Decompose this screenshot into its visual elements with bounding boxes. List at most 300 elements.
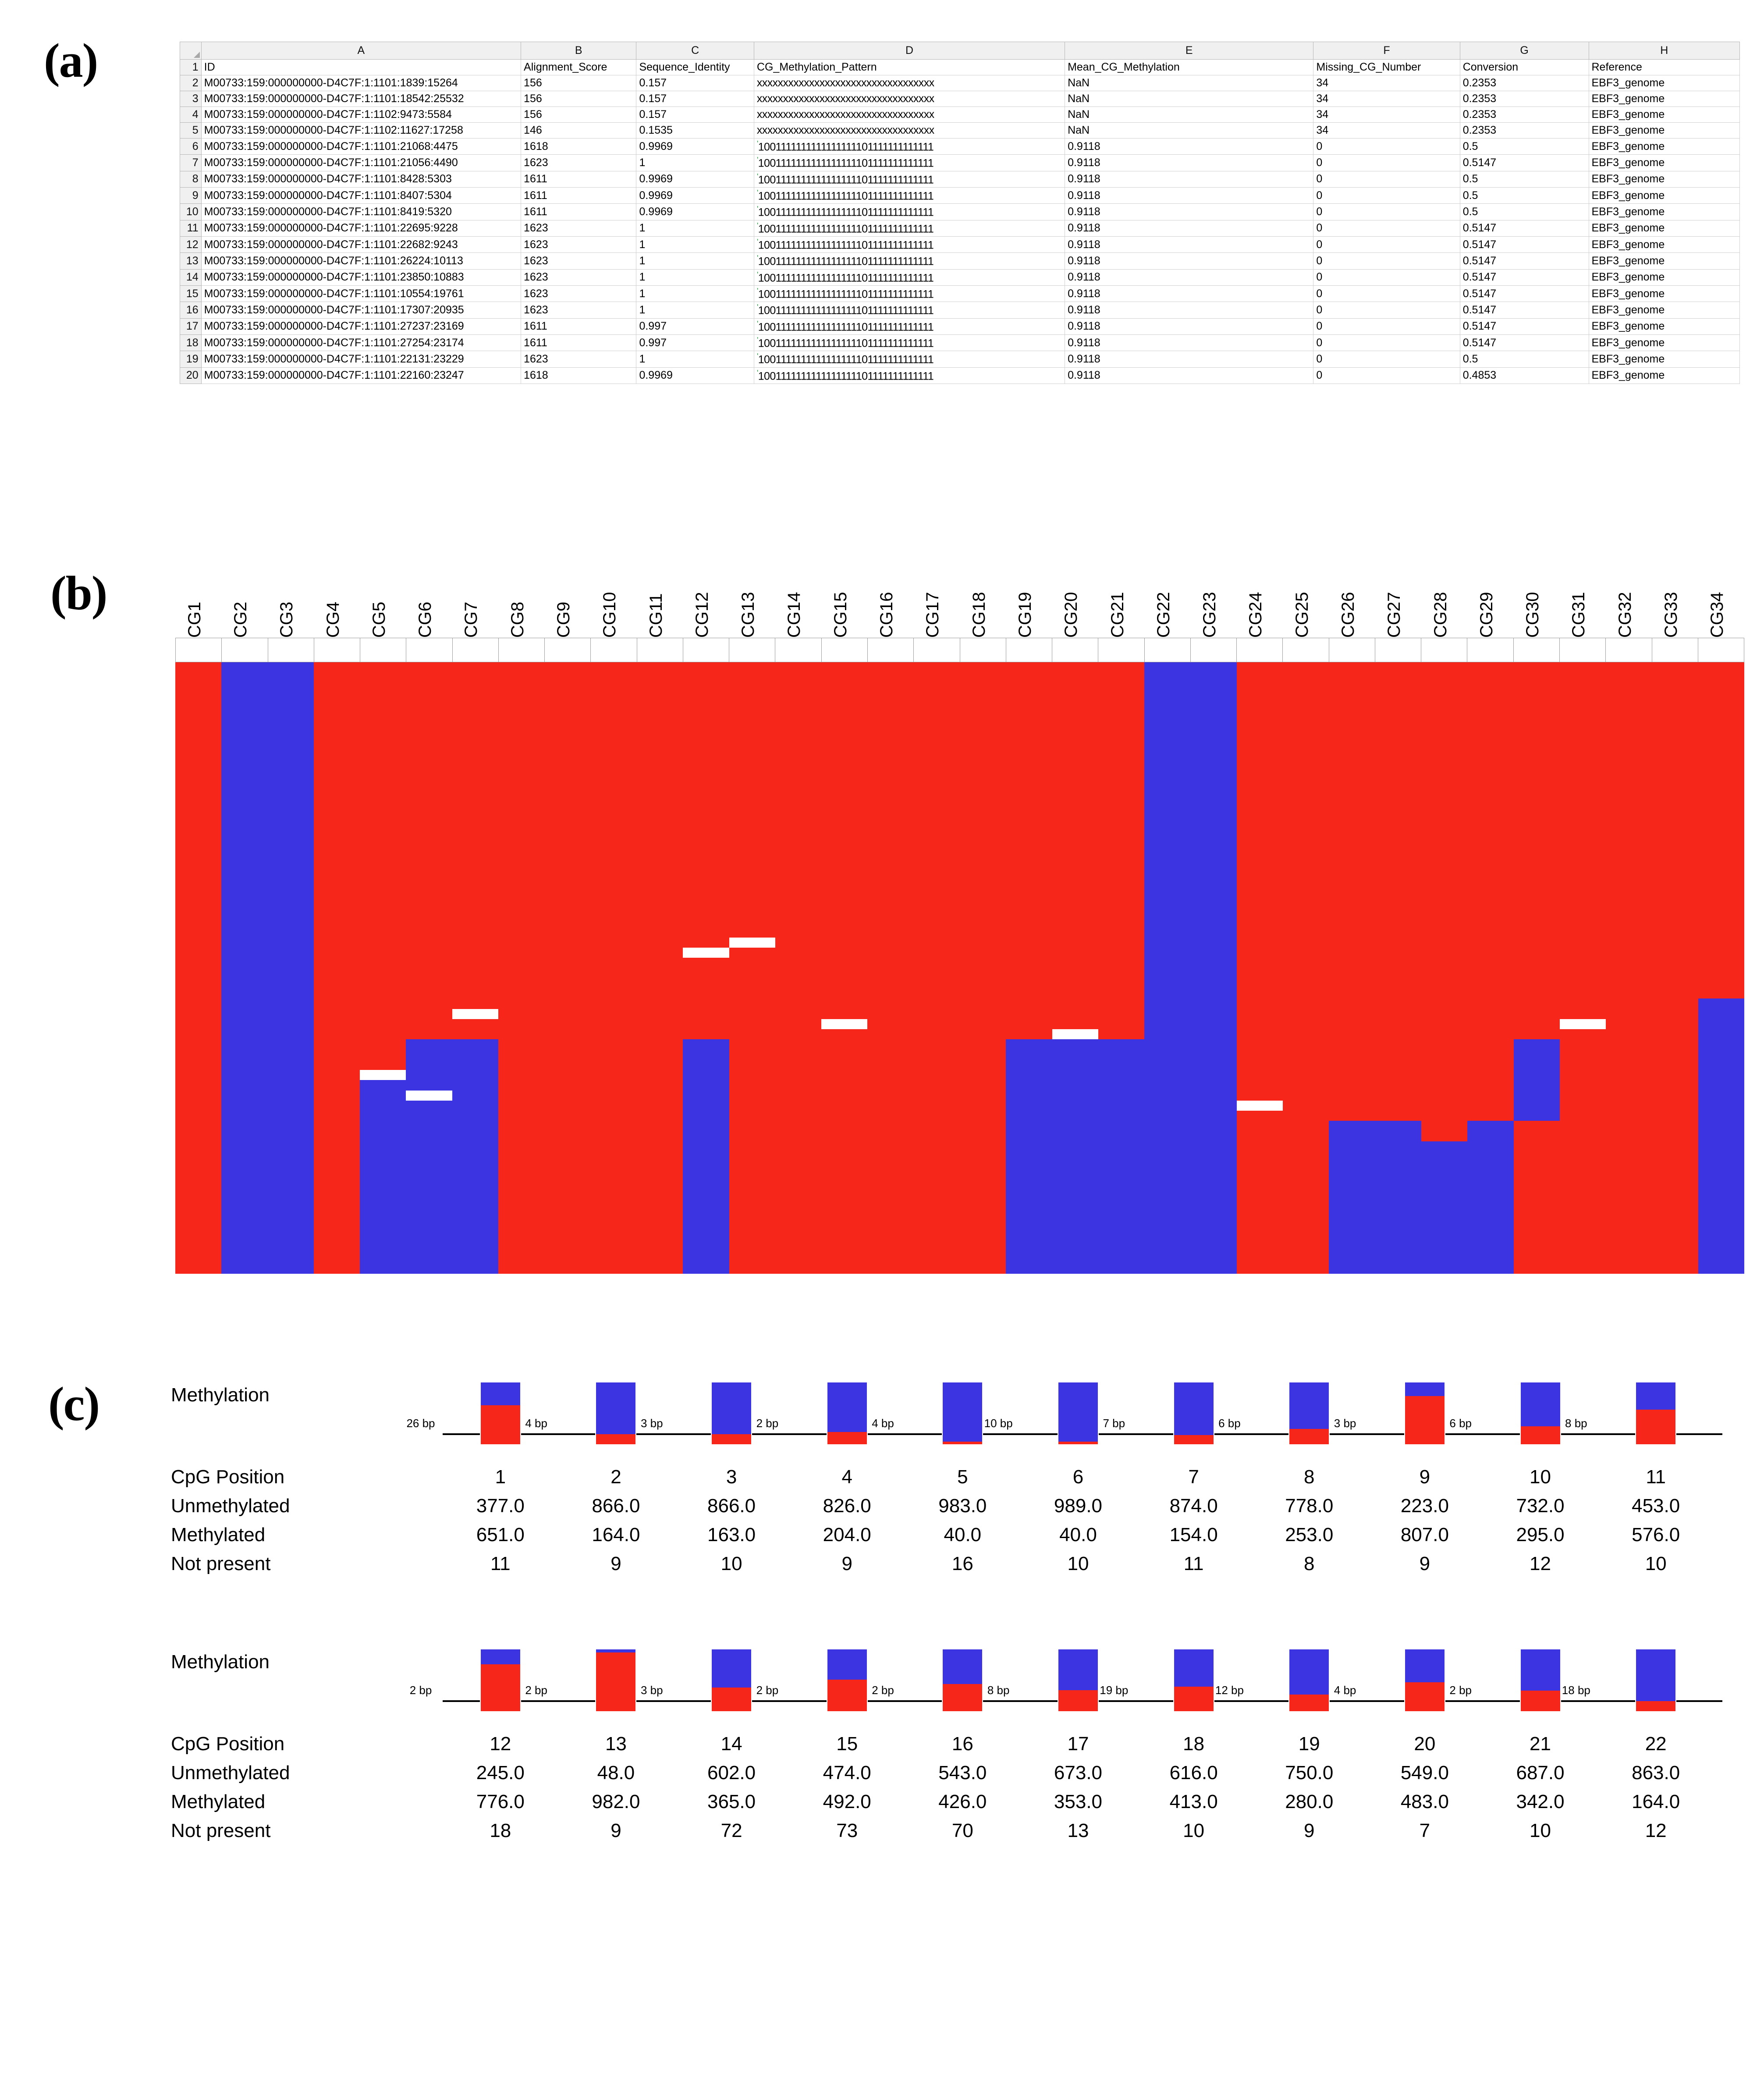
heatmap-cell [637, 1111, 683, 1121]
heatmap-cell [1329, 978, 1375, 988]
cpg-methylation-bar [942, 1649, 983, 1712]
cell-id: M00733:159:000000000-D4C7F:1:1101:22131:23229 [201, 351, 521, 367]
methylated-row [145, 1791, 1722, 1820]
heatmap-cell [1514, 978, 1560, 988]
table-row [180, 75, 1740, 91]
heatmap-cell [1191, 948, 1237, 958]
heatmap-cell [821, 1121, 867, 1131]
heatmap-cell [221, 835, 267, 846]
heatmap-cell [175, 1029, 221, 1039]
cell-pattern-text: 1001111111111111111101111111111111 [758, 288, 934, 301]
row-label: Methylated [171, 1791, 266, 1812]
heatmap-cell [452, 805, 498, 815]
heatmap-cell [821, 734, 867, 744]
heatmap-cell [544, 958, 590, 968]
column-letter-h[interactable]: H [1589, 42, 1740, 60]
heatmap-cell [1467, 1019, 1513, 1029]
heatmap-cell [1514, 1019, 1560, 1029]
cell-sequence-identity: 0.9969 [636, 139, 754, 155]
heatmap-cell [1375, 1202, 1421, 1212]
heatmap-cell [821, 693, 867, 703]
heatmap-cell [360, 683, 406, 693]
row-number[interactable]: 15 [180, 285, 202, 302]
row-number[interactable]: 17 [180, 318, 202, 334]
heatmap-cell [867, 958, 913, 968]
row-number[interactable]: 16 [180, 302, 202, 318]
heatmap-cell [1375, 1162, 1421, 1172]
select-all-corner[interactable] [180, 42, 202, 60]
heatmap-cell [498, 1009, 544, 1019]
heatmap-cell [1052, 1101, 1098, 1111]
heatmap-cell [591, 1264, 637, 1274]
cell-sequence-identity: 1 [636, 269, 754, 285]
heatmap-cell [960, 917, 1006, 927]
heatmap-cell [1052, 866, 1098, 876]
heatmap-cell [452, 968, 498, 978]
heatmap-cell [1698, 1050, 1744, 1060]
row-number[interactable]: 3 [180, 91, 202, 107]
heatmap-cell [637, 887, 683, 897]
heatmap-cell [683, 1162, 729, 1172]
heatmap-column-label: CG26 [1338, 592, 1358, 638]
heatmap-cell [221, 713, 267, 723]
cell-reference: EBF3_genome [1589, 75, 1740, 91]
heatmap-cell [452, 764, 498, 775]
heatmap-cell [1052, 917, 1098, 927]
heatmap-cell [729, 734, 775, 744]
heatmap-cell [1098, 917, 1144, 927]
heatmap-cell [544, 1060, 590, 1070]
heatmap-cell [1375, 1039, 1421, 1049]
heatmap-cell [406, 948, 452, 958]
heatmap-cell [1237, 1141, 1283, 1151]
heatmap-cell [498, 1039, 544, 1049]
heatmap-cell [360, 856, 406, 866]
heatmap-cell [221, 1111, 267, 1121]
heatmap-cell [1514, 917, 1560, 927]
heatmap-cell [1098, 1141, 1144, 1151]
heatmap-cell [452, 846, 498, 856]
heatmap-cell [221, 1141, 267, 1151]
heatmap-cell [1144, 1111, 1190, 1121]
heatmap-cell [1329, 1141, 1375, 1151]
heatmap-cell [1560, 1131, 1606, 1141]
heatmap-cell [637, 1091, 683, 1101]
heatmap-cell [1237, 1254, 1283, 1264]
heatmap-header-cell [1560, 638, 1606, 662]
heatmap-cell [1652, 856, 1698, 866]
heatmap-header-cell [1467, 638, 1513, 662]
cpg-methylation-bar [1288, 1649, 1330, 1712]
heatmap-cell [637, 1029, 683, 1039]
heatmap-cell [1606, 948, 1652, 958]
heatmap-cell [175, 968, 221, 978]
column-letter-c[interactable]: C [636, 42, 754, 60]
heatmap-cell [1514, 775, 1560, 785]
heatmap-cell [1514, 683, 1560, 693]
heatmap-cell [452, 1264, 498, 1274]
heatmap-cell [360, 703, 406, 713]
heatmap-cell [175, 1182, 221, 1192]
value-cell: 807.0 [1400, 1524, 1449, 1546]
row-number[interactable]: 1 [180, 60, 202, 75]
heatmap-cell [544, 1070, 590, 1080]
heatmap-cell [221, 1121, 267, 1131]
heatmap-cell [1329, 1131, 1375, 1141]
heatmap-cell [729, 1019, 775, 1029]
heatmap-cell [1098, 887, 1144, 897]
heatmap-cell [1560, 662, 1606, 672]
heatmap-cell [591, 1223, 637, 1233]
heatmap-cell [544, 1111, 590, 1121]
heatmap-cell [821, 1243, 867, 1253]
row-number[interactable]: 10 [180, 204, 202, 220]
heatmap-cell [1375, 1080, 1421, 1090]
heatmap-cell [1652, 988, 1698, 998]
heatmap-cell [1144, 1233, 1190, 1243]
heatmap-cell [914, 693, 960, 703]
heatmap-cell [1606, 978, 1652, 988]
cell-cg-methylation-pattern [754, 351, 1065, 367]
row-number[interactable]: 14 [180, 269, 202, 285]
heatmap-cell [867, 1213, 913, 1223]
row-label: Not present [171, 1820, 271, 1841]
cell-missing-cg-number: 0 [1313, 269, 1460, 285]
heatmap-cell [1421, 998, 1467, 1009]
heatmap-cell [221, 948, 267, 958]
row-number[interactable]: 20 [180, 367, 202, 384]
heatmap-cell [1514, 724, 1560, 734]
heatmap-cell [1652, 775, 1698, 785]
heatmap-cell [1606, 1162, 1652, 1172]
column-letter-e[interactable]: E [1065, 42, 1313, 60]
heatmap-column-label: CG32 [1615, 592, 1635, 638]
heatmap-cell [1421, 764, 1467, 775]
cell-cg-methylation-pattern [754, 334, 1065, 351]
column-letter-f[interactable]: F [1313, 42, 1460, 60]
heatmap-header-cell [314, 638, 360, 662]
row-number[interactable]: 8 [180, 171, 202, 187]
heatmap-cell [544, 1101, 590, 1111]
heatmap-cell [867, 805, 913, 815]
heatmap-cell [1698, 1254, 1744, 1264]
row-number[interactable]: 11 [180, 220, 202, 236]
value-cell: 164.0 [592, 1524, 640, 1546]
heatmap-cell [1514, 1111, 1560, 1121]
heatmap-cell [1144, 1243, 1190, 1253]
heatmap-cell [1237, 1192, 1283, 1202]
heatmap-cell [867, 1264, 913, 1274]
heatmap-cell [360, 825, 406, 835]
heatmap-cell [1191, 1070, 1237, 1080]
row-number[interactable]: 18 [180, 334, 202, 351]
heatmap-cell [1098, 866, 1144, 876]
heatmap-cell [498, 1080, 544, 1090]
heatmap-cell [1191, 968, 1237, 978]
heatmap-cell [960, 907, 1006, 917]
heatmap-cell [314, 764, 360, 775]
heatmap-cell [1237, 1233, 1283, 1243]
heatmap-cell [544, 1151, 590, 1162]
row-number[interactable]: 5 [180, 123, 202, 139]
heatmap-cell [1144, 815, 1190, 825]
heatmap-cell [1283, 744, 1329, 754]
heatmap-cell [1421, 713, 1467, 723]
heatmap-cell [1329, 1223, 1375, 1233]
heatmap-cell [1144, 1009, 1190, 1019]
heatmap-cell [1006, 1182, 1052, 1192]
heatmap-row [175, 927, 1744, 938]
heatmap-cell [637, 1243, 683, 1253]
heatmap-cell [1698, 713, 1744, 723]
heatmap-cell [406, 1172, 452, 1182]
heatmap-cell [1237, 1213, 1283, 1223]
heatmap-cell [452, 703, 498, 713]
heatmap-cell [1698, 1131, 1744, 1141]
row-number[interactable]: 12 [180, 236, 202, 252]
heatmap-cell [221, 968, 267, 978]
heatmap-cell [1606, 958, 1652, 968]
heatmap-cell [452, 775, 498, 785]
cell-cg-methylation-pattern [754, 75, 1065, 91]
heatmap-cell [406, 662, 452, 672]
heatmap-cell [729, 927, 775, 938]
heatmap-cell [1329, 1091, 1375, 1101]
cpg-methylated-fraction [596, 1652, 635, 1711]
heatmap-cell [1652, 825, 1698, 835]
heatmap-cell [683, 764, 729, 775]
heatmap-cell [314, 998, 360, 1009]
row-number[interactable]: 9 [180, 187, 202, 203]
heatmap-cell [1421, 1182, 1467, 1192]
heatmap-cell [867, 1060, 913, 1070]
heatmap-cell [1237, 764, 1283, 775]
heatmap-cell [498, 876, 544, 886]
heatmap-cell [591, 1162, 637, 1172]
heatmap-column-label: CG7 [461, 601, 481, 638]
heatmap-cell [544, 662, 590, 672]
heatmap-cell [960, 785, 1006, 795]
heatmap-cell [683, 1254, 729, 1264]
heatmap-row [175, 1182, 1744, 1192]
heatmap-row [175, 948, 1744, 958]
heatmap-cell [960, 795, 1006, 805]
heatmap-row [175, 907, 1744, 917]
heatmap-cell [1560, 1019, 1606, 1029]
heatmap-cell [406, 927, 452, 938]
heatmap-cell [1514, 927, 1560, 938]
cell-conversion: 0.5147 [1460, 253, 1589, 269]
heatmap-cell [268, 1182, 314, 1192]
panel-b-label: (b) [50, 566, 107, 620]
row-number[interactable]: 2 [180, 75, 202, 91]
heatmap-cell [683, 958, 729, 968]
heatmap-cell [1283, 1213, 1329, 1223]
heatmap-cell [1329, 1019, 1375, 1029]
heatmap-cell [960, 1121, 1006, 1131]
heatmap-cell [1144, 1264, 1190, 1274]
heatmap-cell [1098, 815, 1144, 825]
heatmap-cell [498, 1162, 544, 1172]
heatmap-cell [1560, 795, 1606, 805]
heatmap-cell [960, 683, 1006, 693]
heatmap-cell [1560, 1029, 1606, 1039]
heatmap-cell [914, 1264, 960, 1274]
heatmap-cell [1237, 1182, 1283, 1192]
heatmap-cell [1237, 1029, 1283, 1039]
heatmap-row [175, 693, 1744, 703]
row-number[interactable]: 4 [180, 107, 202, 123]
heatmap-cell [1237, 1172, 1283, 1182]
column-letter-b[interactable]: B [521, 42, 636, 60]
heatmap-cell [1052, 1254, 1098, 1264]
heatmap-cell [1421, 734, 1467, 744]
heatmap-cell [498, 988, 544, 998]
heatmap-cell [729, 815, 775, 825]
heatmap-cell [1467, 1091, 1513, 1101]
heatmap-cell [1698, 724, 1744, 734]
row-number[interactable]: 6 [180, 139, 202, 155]
heatmap-cell [1329, 1121, 1375, 1131]
heatmap-cell [1560, 1243, 1606, 1253]
column-letter-g[interactable]: G [1460, 42, 1589, 60]
column-letter-d[interactable]: D [754, 42, 1065, 60]
heatmap-cell [1560, 835, 1606, 846]
value-cell: 12 [1530, 1553, 1551, 1574]
heatmap-cell [406, 835, 452, 846]
heatmap-cell [1052, 1029, 1098, 1039]
cell-conversion: 0.5 [1460, 139, 1589, 155]
cell-cg-methylation-pattern [754, 123, 1065, 139]
heatmap-header-cell [1006, 638, 1052, 662]
value-cell: 15 [836, 1733, 858, 1755]
heatmap-cell [175, 948, 221, 958]
cell-reference: EBF3_genome [1589, 187, 1740, 203]
heatmap-cell [1098, 805, 1144, 815]
heatmap-cell [1606, 876, 1652, 886]
heatmap-cell [1098, 1131, 1144, 1141]
value-cell: 13 [605, 1733, 627, 1755]
heatmap-cell [406, 815, 452, 825]
cell-alignment-score: 1623 [521, 302, 636, 318]
heatmap-cell [498, 672, 544, 682]
heatmap-cell [683, 785, 729, 795]
heatmap-cell [591, 876, 637, 886]
cell-cg-methylation-pattern [754, 139, 1065, 155]
heatmap-cell [1652, 805, 1698, 815]
heatmap-cell [175, 1019, 221, 1029]
cell-alignment-score: 1618 [521, 139, 636, 155]
heatmap-cell [1652, 1009, 1698, 1019]
heatmap-header-cell [222, 638, 268, 662]
heatmap-cell [683, 846, 729, 856]
heatmap-cell [637, 988, 683, 998]
heatmap-cell [683, 1039, 729, 1049]
heatmap-cell [1144, 1080, 1190, 1090]
heatmap-cell [1237, 1131, 1283, 1141]
heatmap-cell [1375, 662, 1421, 672]
cell-conversion: 0.5147 [1460, 318, 1589, 334]
heatmap-cell [1375, 734, 1421, 744]
heatmap-cell [1698, 805, 1744, 815]
heatmap-cell [821, 1070, 867, 1080]
heatmap-cell [268, 805, 314, 815]
cell-id: M00733:159:000000000-D4C7F:1:1101:27237:23169 [201, 318, 521, 334]
heatmap-cell [729, 1080, 775, 1090]
heatmap-cell [1421, 1192, 1467, 1202]
heatmap-cell [1560, 754, 1606, 764]
heatmap-cell [1467, 734, 1513, 744]
heatmap-cell [821, 703, 867, 713]
heatmap-cell [1421, 938, 1467, 948]
heatmap-cell [867, 1141, 913, 1151]
heatmap-cell [729, 968, 775, 978]
row-number[interactable]: 13 [180, 253, 202, 269]
heatmap-cell [960, 764, 1006, 775]
table-row [180, 334, 1740, 351]
heatmap-cell [1144, 876, 1190, 886]
heatmap-cell [1698, 795, 1744, 805]
heatmap-cell [775, 672, 821, 682]
heatmap-row [175, 744, 1744, 754]
cell-mean-cg-methylation: 0.9118 [1065, 318, 1313, 334]
heatmap-cell [637, 1202, 683, 1212]
heatmap-cell [1560, 703, 1606, 713]
heatmap-cell [1698, 927, 1744, 938]
heatmap-cell [914, 1039, 960, 1049]
heatmap-cell [406, 1070, 452, 1080]
heatmap-cell [1098, 1162, 1144, 1172]
heatmap-cell [637, 1141, 683, 1151]
heatmap-cell [637, 775, 683, 785]
heatmap-cell [960, 938, 1006, 948]
heatmap-cell [221, 1254, 267, 1264]
heatmap-cell [1560, 805, 1606, 815]
heatmap-cell [914, 1254, 960, 1264]
heatmap-cell [360, 1141, 406, 1151]
heatmap-cell [1237, 775, 1283, 785]
heatmap-cell [544, 764, 590, 775]
heatmap-cell [867, 1080, 913, 1090]
heatmap-cell [1283, 978, 1329, 988]
heatmap-cell [498, 1029, 544, 1039]
heatmap-cell [637, 785, 683, 795]
row-number[interactable]: 19 [180, 351, 202, 367]
heatmap-cell [1421, 1019, 1467, 1029]
heatmap-cell [591, 856, 637, 866]
heatmap-cell [729, 1233, 775, 1243]
heatmap-cell [1283, 988, 1329, 998]
heatmap-cell [591, 998, 637, 1009]
methylation-diagram [409, 1634, 1722, 1729]
column-letter-a[interactable]: A [201, 42, 521, 60]
heatmap-cell [1329, 1254, 1375, 1264]
heatmap-cell [544, 1091, 590, 1101]
heatmap-cell [1237, 683, 1283, 693]
value-cell: 863.0 [1632, 1762, 1680, 1784]
heatmap-row [175, 1091, 1744, 1101]
heatmap-cell [221, 1264, 267, 1274]
heatmap-cell [1052, 1111, 1098, 1121]
heatmap-cell [1283, 1080, 1329, 1090]
cell-text-marker-icon: ' [756, 139, 758, 148]
heatmap-cell [544, 713, 590, 723]
heatmap-cell [1467, 1162, 1513, 1172]
heatmap-cell [867, 876, 913, 886]
heatmap-cell [637, 1172, 683, 1182]
heatmap-cell [314, 1070, 360, 1080]
row-number[interactable]: 7 [180, 155, 202, 171]
